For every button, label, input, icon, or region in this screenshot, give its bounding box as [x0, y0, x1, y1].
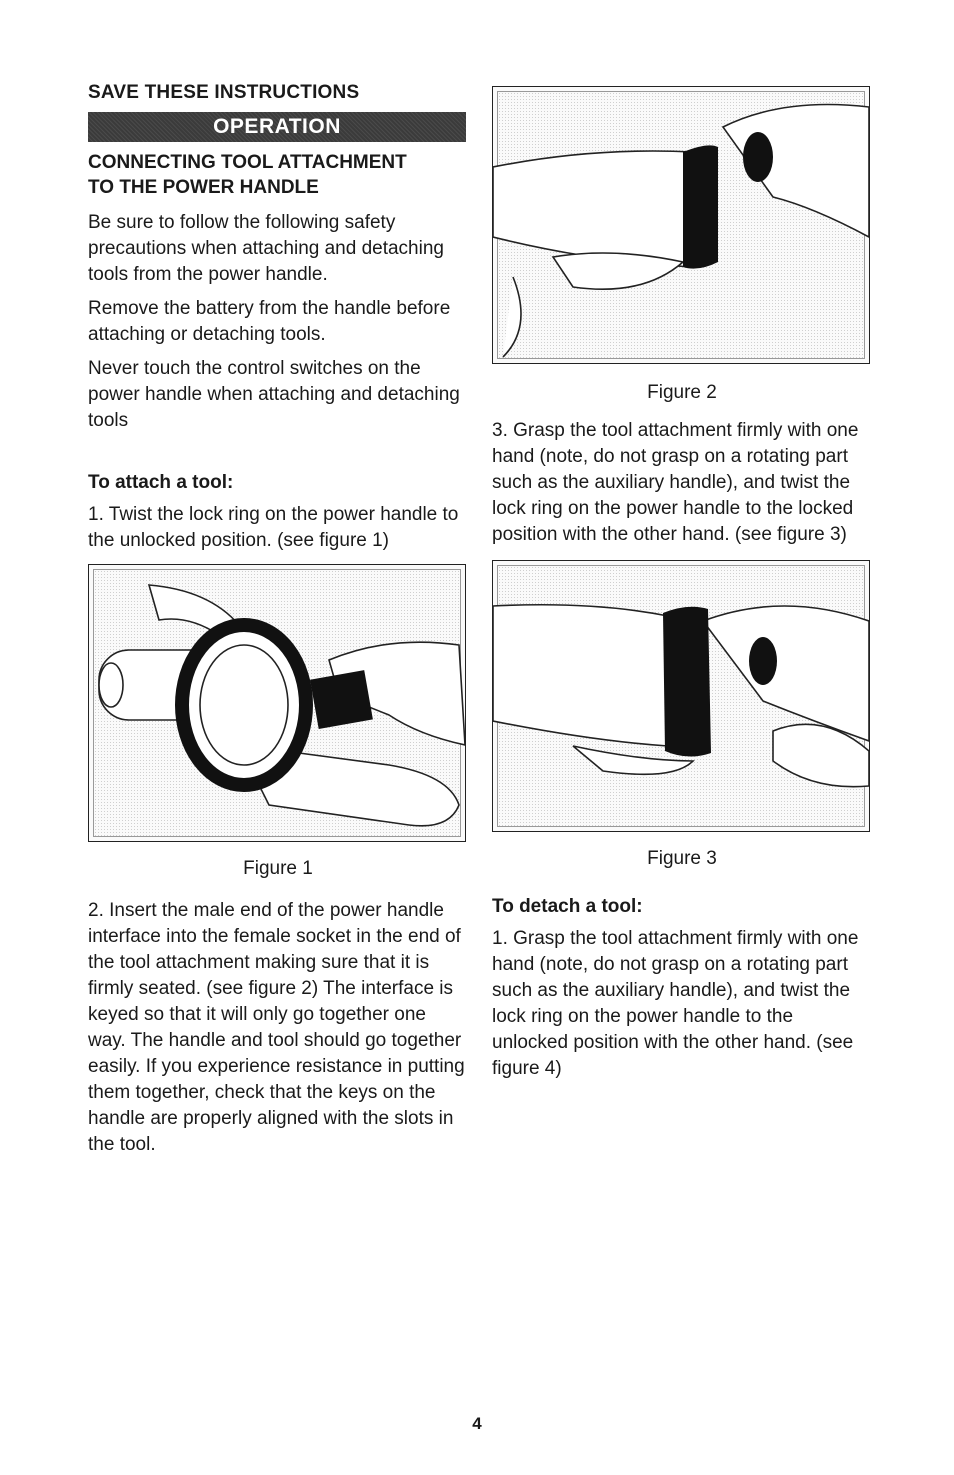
figure-3-drawing: [493, 561, 869, 831]
figure-2-drawing: [493, 87, 869, 363]
attach-step-2: 2. Insert the male end of the power handle interface into the female socket in the end of the tool attachment making sure that it is firmly seated. (see figure 2) The interface is keyed so that it will only go together one way. The handle and tool should go together easily. If you experience resistance in putting them together, check that the keys on the handle are properly aligned with the slots in the tool.: [88, 900, 465, 1155]
section-title: [88, 150, 468, 200]
figure-1-caption: Figure 1: [243, 858, 313, 879]
attach-step-3: 3. Grasp the tool attachment firmly with one hand (note, do not grasp on a rotating part such as the auxiliary handle), and twist the lock ring on the power handle to the locked position with the other hand. (see figure 3): [492, 420, 859, 545]
figure-1-illustration: [88, 564, 466, 842]
page-number: 4: [472, 1414, 482, 1433]
figure-2-caption: Figure 2: [647, 382, 717, 403]
detach-step-1: 1. Grasp the tool attachment firmly with one hand (note, do not grasp on a rotating part such as the auxiliary handle), and twist the lock ring on the power handle to the unlocked position with the other hand. (see figure 4): [492, 928, 859, 1079]
section-title-line-1: CONNECTING TOOL ATTACHMENT: [88, 152, 407, 173]
battery-paragraph: Remove the battery from the handle before attaching or detaching tools.: [88, 298, 451, 345]
attach-heading: To attach a tool:: [88, 472, 234, 493]
detach-heading: To detach a tool:: [492, 896, 643, 917]
switches-paragraph: Never touch the control switches on the power handle when attaching and detaching tools: [88, 358, 460, 431]
figure-3-caption: Figure 3: [647, 848, 717, 869]
operation-banner: OPERATION: [88, 112, 466, 142]
safety-paragraph: Be sure to follow the following safety precautions when attaching and detaching tools from the power handle.: [88, 212, 444, 285]
attach-step-1: 1. Twist the lock ring on the power handle to the unlocked position. (see figure 1): [88, 504, 459, 551]
section-title-line-2: TO THE POWER HANDLE: [88, 177, 319, 198]
right-column: [492, 86, 872, 1090]
figure-1-drawing: [89, 565, 465, 841]
left-column: [88, 82, 468, 1166]
save-instructions-title: SAVE THESE INSTRUCTIONS: [88, 82, 360, 103]
figure-3-illustration: [492, 560, 870, 832]
figure-2-illustration: [492, 86, 870, 364]
